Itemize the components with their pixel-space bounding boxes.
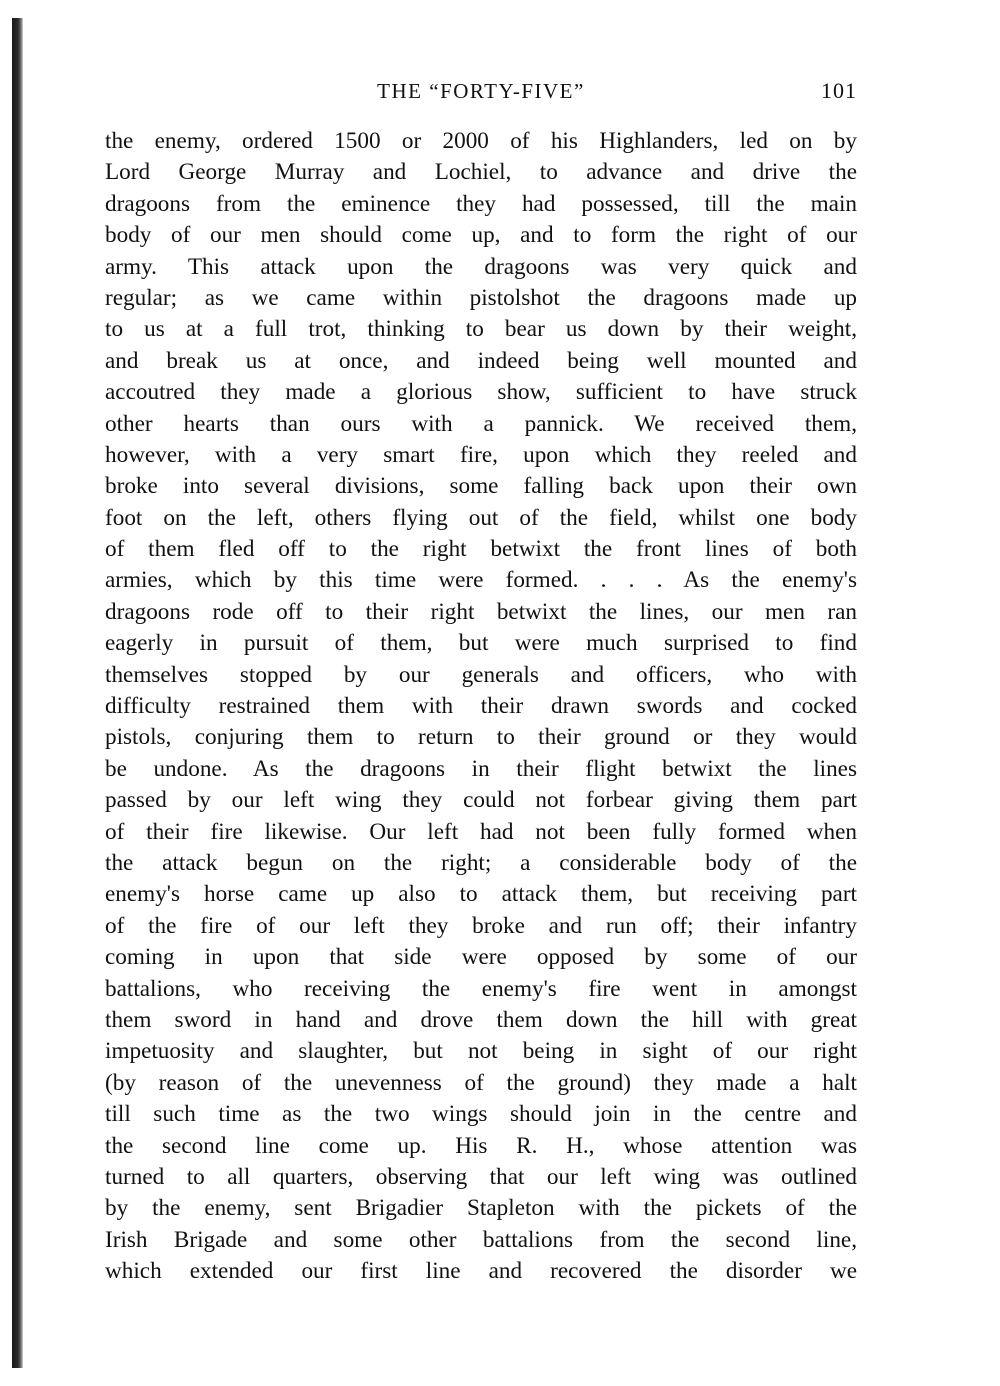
text-line: Irish Brigade and some other battalions from the second line, <box>105 1226 857 1253</box>
text-line: dragoons from the eminence they had possessed, till the main <box>105 190 857 217</box>
text-line: of the fire of our left they broke and run off; their infantry <box>105 912 857 939</box>
text-line: (by reason of the unevenness of the ground) they made a halt <box>105 1069 857 1096</box>
text-line: enemy's horse came up also to attack them, but receiving part <box>105 881 857 908</box>
text-line: of their fire likewise. Our left had not been fully formed when <box>105 818 857 845</box>
text-line: the attack begun on the right; a considerable body of the <box>105 849 857 876</box>
page-number: 101 <box>821 78 857 103</box>
text-line: of them fled off to the right betwixt the front lines of both <box>105 536 857 563</box>
text-line: by the enemy, sent Brigadier Stapleton with the pickets of the <box>105 1195 857 1222</box>
text-line: accoutred they made a glorious show, sufficient to have struck <box>105 379 857 406</box>
text-line: turned to all quarters, observing that our left wing was outlined <box>105 1163 857 1190</box>
body-text <box>105 126 857 1287</box>
text-line: difficulty restrained them with their drawn swords and cocked <box>105 693 857 720</box>
text-line: impetuosity and slaughter, but not being in sight of our right <box>105 1038 857 1065</box>
text-line: to us at a full trot, thinking to bear us down by their weight, <box>105 316 857 343</box>
text-line: be undone. As the dragoons in their flight betwixt the lines <box>105 755 857 782</box>
text-line: however, with a very smart fire, upon which they reeled and <box>105 441 857 468</box>
text-line: broke into several divisions, some falling back upon their own <box>105 473 857 500</box>
text-line: them sword in hand and drove them down the hill with great <box>105 1006 857 1033</box>
text-line: eagerly in pursuit of them, but were much surprised to find <box>105 630 857 657</box>
text-line: coming in upon that side were opposed by some of our <box>105 944 857 971</box>
running-head <box>105 74 857 108</box>
text-line: the enemy, ordered 1500 or 2000 of his Highlanders, led on by <box>105 128 857 154</box>
text-line: armies, which by this time were formed. . . . As the enemy's <box>105 567 857 594</box>
text-line: other hearts than ours with a pannick. We received them, <box>105 410 857 437</box>
text-line: foot on the left, others flying out of the field, whilst one body <box>105 504 857 531</box>
text-line: which extended our first line and recovered the disorder we <box>105 1258 857 1285</box>
text-line: dragoons rode off to their right betwixt the lines, our men ran <box>105 598 857 625</box>
text-line: the second line come up. His R. H., whose attention was <box>105 1132 857 1159</box>
text-line: Lord George Murray and Lochiel, to advance and drive the <box>105 159 857 186</box>
running-title: THE “FORTY-FIVE” <box>377 79 585 103</box>
text-line: army. This attack upon the dragoons was very quick and <box>105 253 857 280</box>
text-line: battalions, who receiving the enemy's fire went in amongst <box>105 975 857 1002</box>
page-binding-edge <box>12 18 23 1368</box>
text-line: body of our men should come up, and to form the right of our <box>105 222 857 249</box>
text-line: pistols, conjuring them to return to their ground or they would <box>105 724 857 751</box>
text-line: regular; as we came within pistolshot the dragoons made up <box>105 284 857 311</box>
text-line: till such time as the two wings should join in the centre and <box>105 1101 857 1128</box>
text-line: passed by our left wing they could not forbear giving them part <box>105 787 857 814</box>
text-line: and break us at once, and indeed being well mounted and <box>105 347 857 374</box>
text-line: themselves stopped by our generals and officers, who with <box>105 661 857 688</box>
